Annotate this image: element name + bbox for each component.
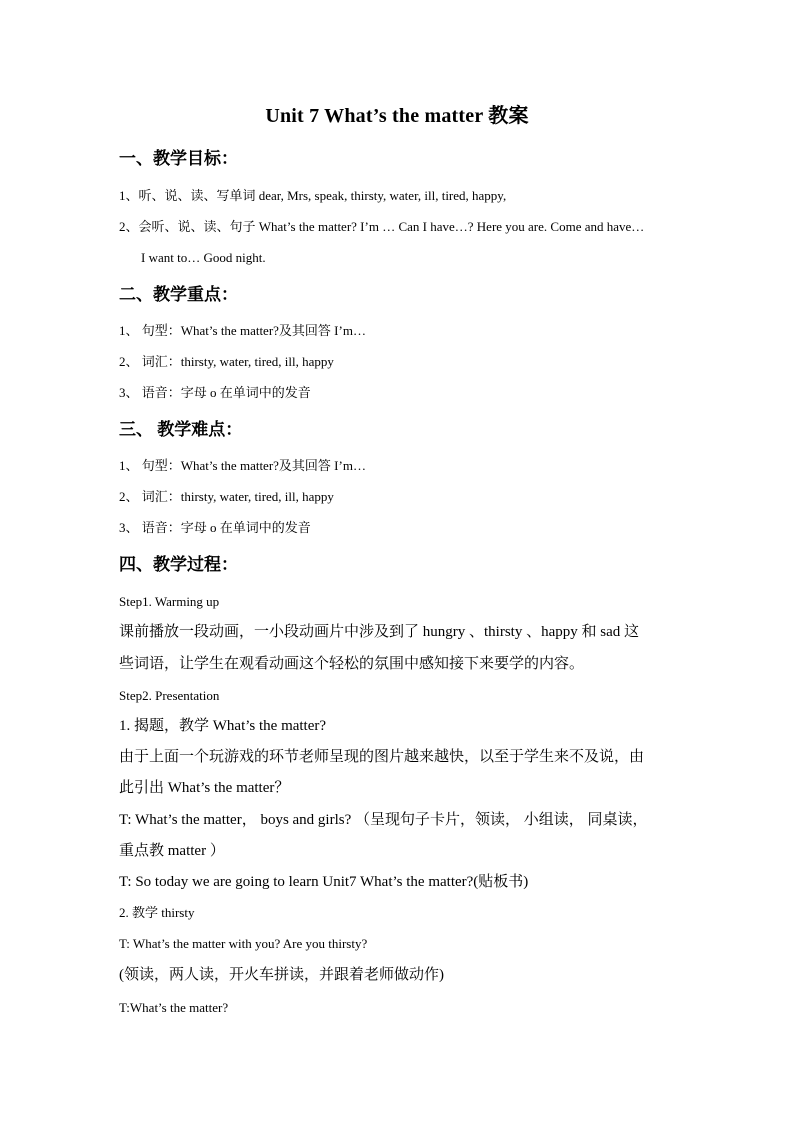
objective-item: I want to… Good night. bbox=[141, 250, 266, 265]
process-paragraph-line: 2. 教学 thirsty bbox=[119, 905, 195, 920]
objective-item: 2、会听、说、读、句子 What’s the matter? I’m … Can I have…? Here you are. Come and have… bbox=[119, 219, 645, 234]
process-paragraph-line: 此引出 What’s the matter？ bbox=[119, 780, 290, 796]
process-paragraph-line: 重点教 matter ） bbox=[119, 843, 225, 859]
section-heading-difficulties: 三、 教学难点： bbox=[119, 420, 243, 439]
document-title: Unit 7 What’s the matter 教案 bbox=[265, 105, 529, 127]
process-step-label: Step2. Presentation bbox=[119, 688, 220, 703]
process-paragraph-line: 课前播放一段动画，一小段动画片中涉及到了 hungry 、thirsty 、happy 和 sad 这 bbox=[119, 624, 639, 640]
difficulty-item: 3、 语音：字母 o 在单词中的发音 bbox=[119, 520, 311, 535]
process-paragraph-line: T:What’s the matter? bbox=[119, 1000, 229, 1015]
process-step-label: Step1. Warming up bbox=[119, 594, 220, 609]
process-paragraph-line: T: So today we are going to learn Unit7 What’s the matter?(贴板书) bbox=[119, 874, 529, 890]
process-paragraph-line: 些词语，让学生在观看动画这个轻松的氛围中感知接下来要学的内容。 bbox=[119, 656, 585, 672]
section-heading-objectives: 一、教学目标： bbox=[119, 149, 238, 168]
process-paragraph-line: (领读，两人读，开火车拼读，并跟着老师做动作) bbox=[119, 967, 444, 983]
process-paragraph-line: 由于上面一个玩游戏的环节老师呈现的图片越来越快，以至于学生来不及说，由 bbox=[119, 749, 645, 765]
key-point-item: 1、 句型：What’s the matter?及其回答 I’m… bbox=[119, 323, 366, 338]
section-heading-process: 四、教学过程： bbox=[119, 555, 238, 574]
difficulty-item: 1、 句型：What’s the matter?及其回答 I’m… bbox=[119, 458, 366, 473]
section-heading-key-points: 二、教学重点： bbox=[119, 285, 238, 304]
process-paragraph-line: 1. 揭题，教学 What’s the matter? bbox=[119, 718, 327, 734]
key-point-item: 2、 词汇：thirsty, water, tired, ill, happy bbox=[119, 354, 334, 369]
key-point-item: 3、 语音：字母 o 在单词中的发音 bbox=[119, 385, 311, 400]
objective-item: 1、听、说、读、写单词 dear, Mrs, speak, thirsty, water, ill, tired, happy, bbox=[119, 188, 507, 203]
difficulty-item: 2、 词汇：thirsty, water, tired, ill, happy bbox=[119, 489, 334, 504]
process-paragraph-line: T: What’s the matter with you? Are you thirsty? bbox=[119, 936, 368, 951]
process-paragraph-line: T: What’s the matter， boys and girls? （呈现句子卡片，领读， 小组读， 同桌读， bbox=[119, 812, 648, 828]
